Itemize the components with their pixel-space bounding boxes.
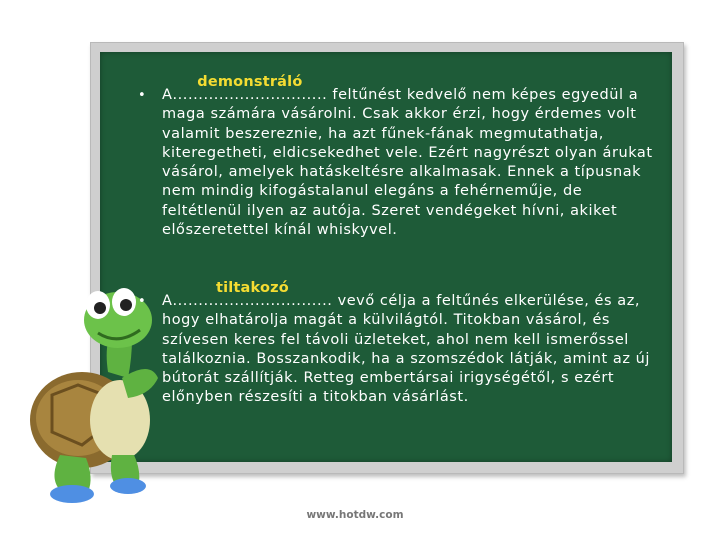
bullet-text-tiltakozo <box>162 280 667 408</box>
fill-in-blank <box>172 74 328 105</box>
blank-dots: ............................... <box>172 293 333 309</box>
item-body: vevő célja a feltűnés elkerülése, és az, hogy elhatárolja magát a külvilágtól. Titokban vásárol, és szívesen keres fel távoli üzleteket, ahol nem kell ismerőssel találkoznia. Bosszankodik, ha a szomszédok látják, amint az új bútorát szállítják. Retteg embertársai irigységétől, s ezért előnyben részesíti a titokban vásárlást. <box>162 293 650 406</box>
item-prefix: A <box>162 87 173 103</box>
footer-url: www.hotdw.com <box>306 509 404 521</box>
answer-word: tiltakozó <box>215 280 289 296</box>
bullet-marker: • <box>138 88 146 103</box>
bullet-marker: • <box>138 294 146 309</box>
bullet-text-demonstralo <box>162 74 667 240</box>
fill-in-blank <box>172 280 333 311</box>
blank-dots: .............................. <box>172 87 328 103</box>
item-prefix: A <box>162 293 173 309</box>
item-body: feltűnést kedvelő nem képes egyedül a maga számára vásárolni. Csak akkor érzi, hogy érdemes volt valamit beszereznie, ha azt fűnek-fának megmutathatja, kiteregetheti, eldicsekedhet vele. Ezért nagyrészt olyan árukat vásárol, amelyek hatáskeltésre alkalmasak. Ennek a típusnak nem mindig kifogástalanul elegáns a fehérneműje, de feltétlenül ilyen az autója. Szeret vendégeket hívni, akiket előszeretettel kínál whiskyvel. <box>162 87 653 239</box>
answer-word: demonstráló <box>197 74 303 90</box>
